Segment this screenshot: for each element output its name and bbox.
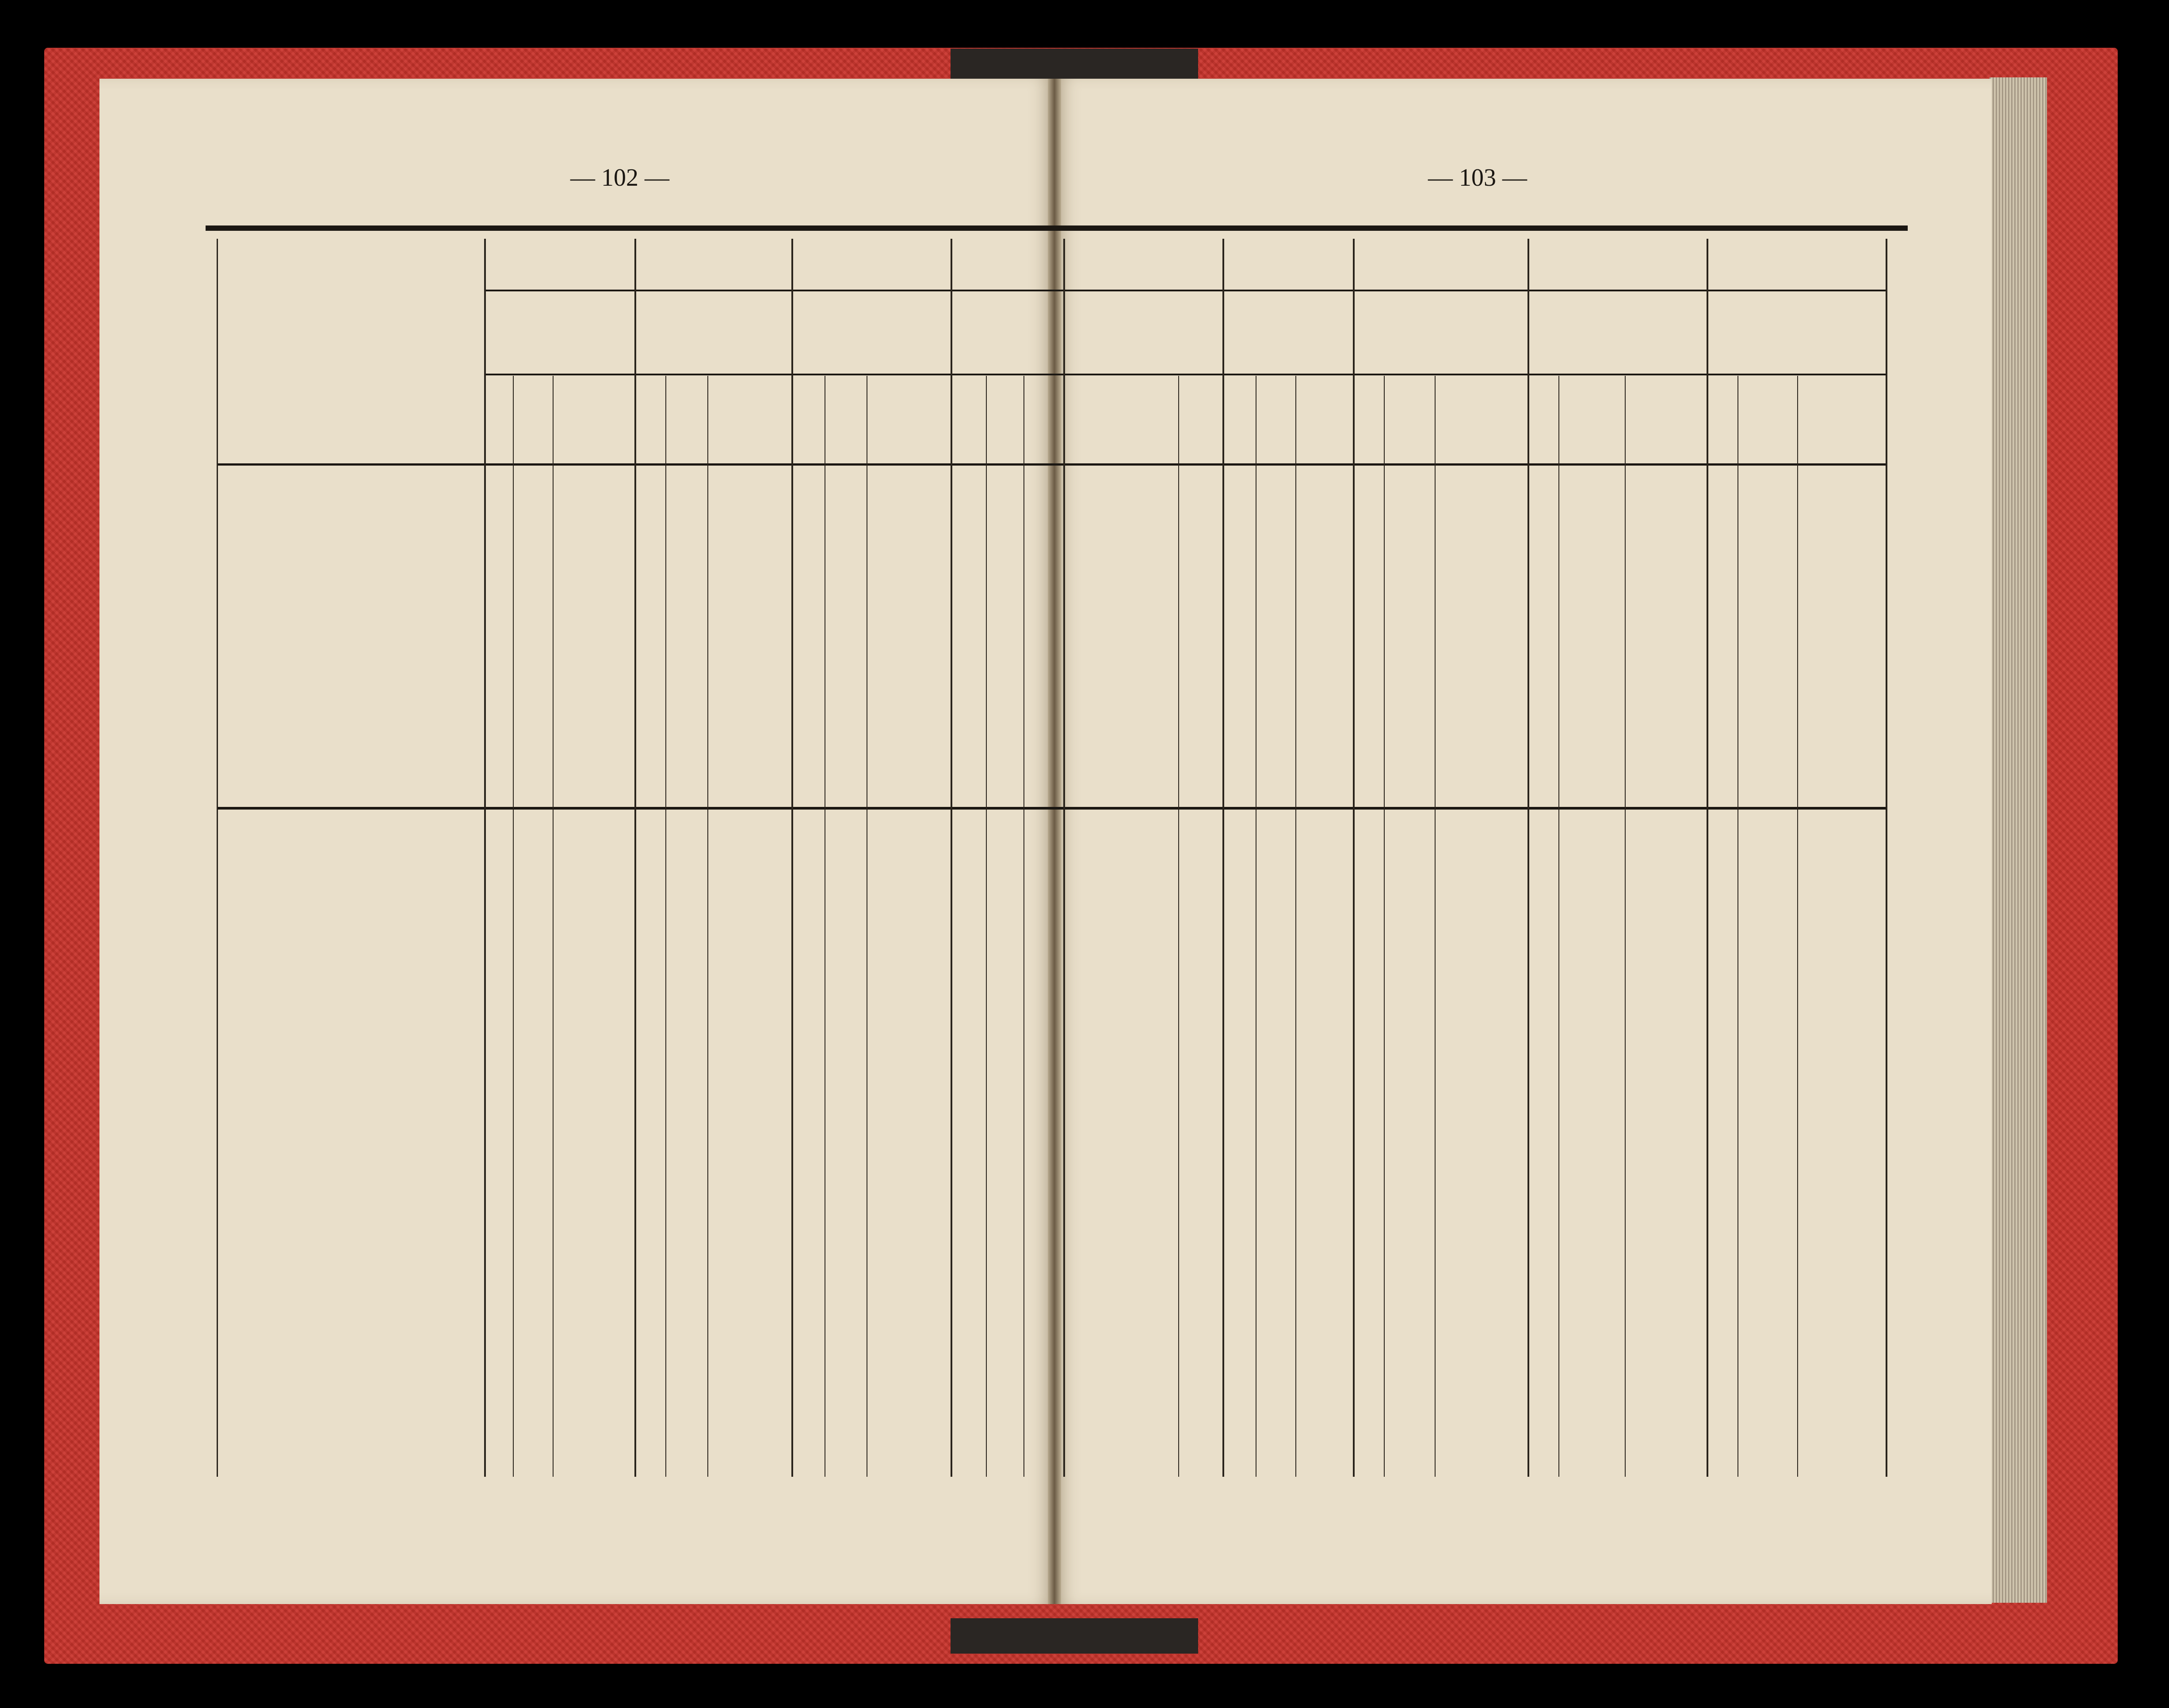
page-number-right: — 103 — <box>1428 164 1527 191</box>
column-line <box>1295 376 1296 1477</box>
left-border-line <box>217 239 218 1477</box>
column-line <box>1384 376 1385 1477</box>
region-separator-rule <box>217 807 1886 810</box>
column-line <box>707 376 708 1477</box>
column-line <box>951 239 952 1477</box>
column-line <box>1353 239 1355 1477</box>
column-line <box>1625 376 1626 1477</box>
column-line <box>1023 376 1024 1477</box>
column-line <box>1178 376 1179 1477</box>
headband-bottom <box>951 1618 1198 1654</box>
column-line <box>1886 239 1887 1477</box>
subheader-rule <box>484 374 1886 375</box>
column-line <box>665 376 666 1477</box>
column-line <box>1558 376 1559 1477</box>
column-line <box>1063 239 1065 1477</box>
column-line <box>553 376 554 1477</box>
book-gutter <box>1048 79 1061 1604</box>
column-line <box>1222 239 1224 1477</box>
left-page <box>99 79 1052 1604</box>
column-line <box>513 376 514 1477</box>
page-number-left: — 102 — <box>570 164 669 191</box>
header-bottom-rule <box>217 463 1886 466</box>
column-line <box>1435 376 1436 1477</box>
column-line <box>791 239 793 1477</box>
column-line <box>1707 239 1708 1477</box>
column-line <box>986 376 987 1477</box>
right-page <box>1057 79 1992 1604</box>
column-line <box>1737 376 1738 1477</box>
top-rule <box>206 225 1908 231</box>
page-edges <box>1990 77 2047 1603</box>
column-line <box>1797 376 1798 1477</box>
crop-header-rule <box>484 290 1886 291</box>
column-line <box>1527 239 1529 1477</box>
column-line <box>634 239 636 1477</box>
column-line <box>484 239 486 1477</box>
